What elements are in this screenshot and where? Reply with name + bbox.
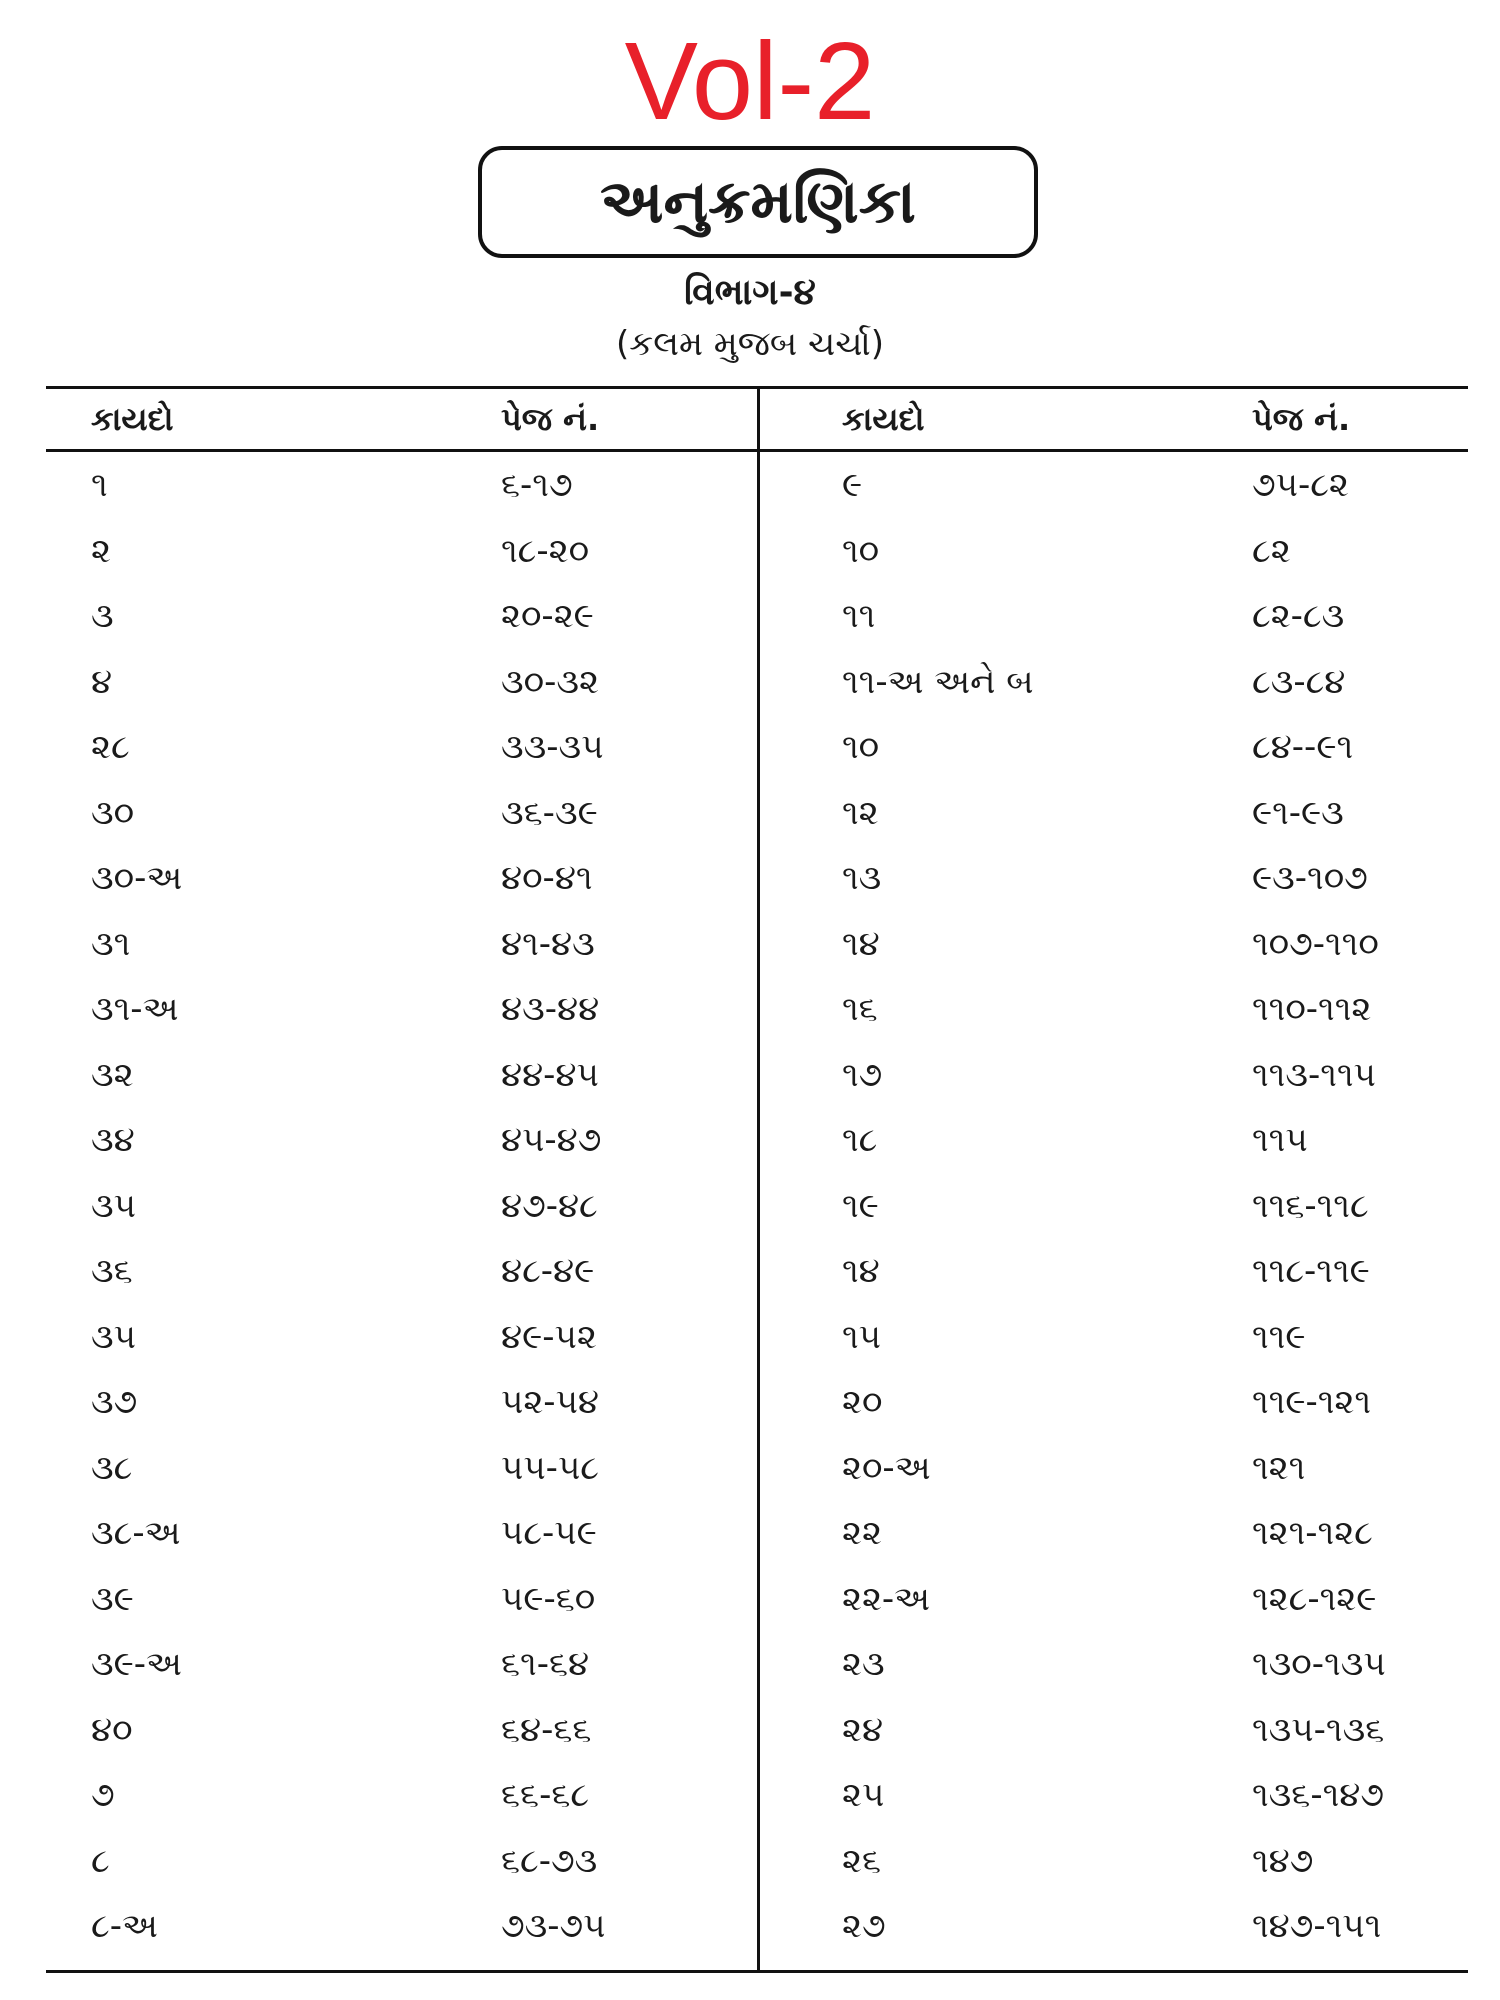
table-row [46, 914, 746, 980]
index-table-left [46, 390, 746, 1946]
table-row [760, 1438, 1460, 1504]
header-page: પેજ નં. [1252, 400, 1351, 438]
law-number: ૩૫ [91, 1185, 136, 1226]
table-row [760, 455, 1460, 521]
page-range: ૬૧-૬૪ [501, 1644, 590, 1684]
table-rows-left [46, 455, 746, 1962]
law-number: ૩૦ [91, 792, 135, 833]
page-range: ૩૦-૩૨ [501, 661, 599, 702]
page-range: ૯૧-૯૩ [1252, 792, 1344, 833]
table-row [760, 717, 1460, 783]
page-range: ૩૩-૩૫ [501, 727, 604, 767]
table-row [760, 1176, 1460, 1242]
page-range: ૧૪૭ [1252, 1840, 1314, 1881]
index-title: અનુક્રમણિકા [478, 146, 1038, 258]
page-range: ૧૧૬-૧૧૮ [1252, 1185, 1369, 1226]
table-row [46, 455, 746, 521]
table-row [760, 1307, 1460, 1373]
table-row [760, 1503, 1460, 1569]
page-range: ૬૮-૭૩ [501, 1840, 598, 1881]
page-range: ૩૬-૩૯ [501, 792, 598, 833]
table-row [760, 1045, 1460, 1111]
law-number: ૩૮ [91, 1447, 133, 1488]
table-row [46, 1438, 746, 1504]
law-number: ૨૨ [842, 1513, 882, 1553]
law-number: ૩૨ [91, 1054, 134, 1095]
page-range: ૪૭-૪૮ [501, 1185, 598, 1226]
law-number: ૩૯ [91, 1578, 134, 1619]
page-range: ૪૪-૪૫ [501, 1054, 599, 1095]
table-row [46, 1110, 746, 1176]
table-row [760, 586, 1460, 652]
law-number: ૨૪ [842, 1709, 884, 1750]
table-row [760, 979, 1460, 1045]
table-row [760, 1700, 1460, 1766]
page-range: ૭૫-૮૨ [1252, 465, 1349, 505]
page-range: ૧૩૬-૧૪૭ [1252, 1775, 1384, 1815]
table-row [46, 848, 746, 914]
page-range: ૮૨-૮૩ [1252, 596, 1345, 636]
table-row [46, 1700, 746, 1766]
table-row [46, 1372, 746, 1438]
page-range: ૧૩૦-૧૩૫ [1252, 1644, 1386, 1684]
page-range: ૮૨ [1252, 530, 1291, 571]
page-range: ૫૯-૬૦ [501, 1578, 596, 1619]
page-range: ૬-૧૭ [501, 465, 573, 505]
page-range: ૧૧૫ [1252, 1120, 1308, 1160]
law-number: ૧૬ [842, 989, 878, 1029]
header-law: કાયદો [842, 400, 925, 438]
law-number: ૯ [842, 465, 863, 505]
table-row [760, 914, 1460, 980]
page-range: ૪૧-૪૩ [501, 923, 595, 964]
section-subtitle: (કલમ મુજબ ચર્ચા) [615, 324, 885, 364]
table-row [46, 1503, 746, 1569]
table-header-right [760, 390, 1460, 448]
law-number: ૧૪ [842, 923, 880, 964]
table-row [760, 1110, 1460, 1176]
page-range: ૧૨૧ [1252, 1447, 1306, 1488]
law-number: ૭ [91, 1775, 115, 1815]
header-rule-right [760, 449, 1468, 452]
table-row [760, 783, 1460, 849]
header-page: પેજ નં. [501, 400, 600, 438]
page-range: ૧૧૦-૧૧૨ [1252, 989, 1372, 1029]
page-range: ૮૪--૯૧ [1252, 727, 1354, 767]
table-row [46, 717, 746, 783]
table-row [46, 586, 746, 652]
law-number: ૩૫ [91, 1316, 136, 1357]
table-row [760, 1634, 1460, 1700]
law-number: ૨૩ [842, 1644, 885, 1684]
law-number: ૩૧ [91, 923, 131, 964]
volume-label: Vol-2 [624, 20, 876, 143]
law-number: ૧૦ [842, 727, 880, 767]
table-row [46, 1176, 746, 1242]
law-number: ૨ [91, 530, 111, 571]
table-row [760, 848, 1460, 914]
table-row [46, 521, 746, 587]
law-number: ૨૦ [842, 1382, 883, 1422]
law-number: ૩૦-અ [91, 858, 183, 898]
table-row [46, 783, 746, 849]
table-row [760, 1241, 1460, 1307]
table-row [760, 1569, 1460, 1635]
page-range: ૧૮-૨૦ [501, 530, 590, 571]
law-number: ૧૦ [842, 530, 880, 571]
law-number: ૧૨ [842, 792, 879, 833]
page-range: ૪૦-૪૧ [501, 858, 593, 898]
page-range: ૧૨૧-૧૨૮ [1252, 1513, 1373, 1553]
law-number: ૧૧ [842, 596, 876, 636]
law-number: ૩૧-અ [91, 989, 179, 1029]
page-range: ૧૩૫-૧૩૬ [1252, 1709, 1385, 1750]
page-range: ૨૦-૨૯ [501, 596, 594, 636]
table-row [46, 1896, 746, 1962]
table-row [760, 652, 1460, 718]
law-number: ૪ [91, 661, 113, 702]
page-range: ૫૮-૫૯ [501, 1513, 597, 1553]
table-row [760, 1765, 1460, 1831]
page-range: ૫૫-૫૮ [501, 1447, 599, 1488]
page-range: ૪૩-૪૪ [501, 989, 600, 1029]
page-range: ૧૧૯ [1252, 1316, 1306, 1357]
law-number: ૧૪ [842, 1251, 880, 1291]
page-range: ૧૧૮-૧૧૯ [1252, 1251, 1370, 1291]
law-number: ૨૮ [91, 727, 130, 767]
page-range: ૧૧૯-૧૨૧ [1252, 1382, 1371, 1422]
law-number: ૧૩ [842, 858, 882, 898]
table-rows-right [760, 455, 1460, 1962]
law-number: ૨૭ [842, 1906, 886, 1946]
table-row [760, 1831, 1460, 1897]
law-number: ૩૭ [91, 1382, 138, 1422]
table-row [760, 1372, 1460, 1438]
law-number: ૧૧-અ અને બ [842, 661, 1034, 702]
law-number: ૨૦-અ [842, 1447, 931, 1488]
law-number: ૩ [91, 596, 114, 636]
law-number: ૮ [91, 1840, 110, 1881]
law-number: ૧૫ [842, 1316, 881, 1357]
page-range: ૪૫-૪૭ [501, 1120, 602, 1160]
law-number: ૨૨-અ [842, 1578, 931, 1619]
law-number: ૧૮ [842, 1120, 878, 1160]
law-number: ૧૯ [842, 1185, 879, 1226]
table-row [760, 1896, 1460, 1962]
table-row [46, 1634, 746, 1700]
table-row [46, 1569, 746, 1635]
index-table-right [760, 390, 1460, 1946]
section-heading: વિભાગ-૪ [684, 272, 816, 313]
table-row [46, 1045, 746, 1111]
table-row [46, 1765, 746, 1831]
header-law: કાયદો [91, 400, 174, 438]
page-range: ૧૦૭-૧૧૦ [1252, 923, 1379, 964]
page-range: ૫૨-૫૪ [501, 1382, 599, 1422]
table-header-left [46, 390, 746, 448]
page-range: ૭૩-૭૫ [501, 1906, 606, 1946]
table-row [46, 652, 746, 718]
law-number: ૧ [91, 465, 108, 505]
page-range: ૧૧૩-૧૧૫ [1252, 1054, 1376, 1095]
page-range: ૪૯-૫૨ [501, 1316, 597, 1357]
header-rule-left [46, 449, 757, 452]
law-number: ૩૪ [91, 1120, 135, 1160]
law-number: ૩૮-અ [91, 1513, 181, 1553]
page-range: ૯૩-૧૦૭ [1252, 858, 1368, 898]
table-row [46, 1831, 746, 1897]
page-range: ૬૬-૬૮ [501, 1775, 590, 1815]
law-number: ૪૦ [91, 1709, 133, 1750]
table-row [760, 521, 1460, 587]
page-range: ૪૮-૪૯ [501, 1251, 595, 1291]
page-range: ૮૩-૮૪ [1252, 661, 1346, 702]
page-range: ૬૪-૬૬ [501, 1709, 592, 1750]
law-number: ૨૬ [842, 1840, 881, 1881]
table-row [46, 1307, 746, 1373]
table-row [46, 979, 746, 1045]
page-range: ૧૨૮-૧૨૯ [1252, 1578, 1377, 1619]
page-range: ૧૪૭-૧૫૧ [1252, 1906, 1382, 1946]
law-number: ૮-અ [91, 1906, 158, 1946]
law-number: ૨૫ [842, 1775, 885, 1815]
table-row [46, 1241, 746, 1307]
law-number: ૩૯-અ [91, 1644, 182, 1684]
law-number: ૧૭ [842, 1054, 883, 1095]
law-number: ૩૬ [91, 1251, 133, 1291]
